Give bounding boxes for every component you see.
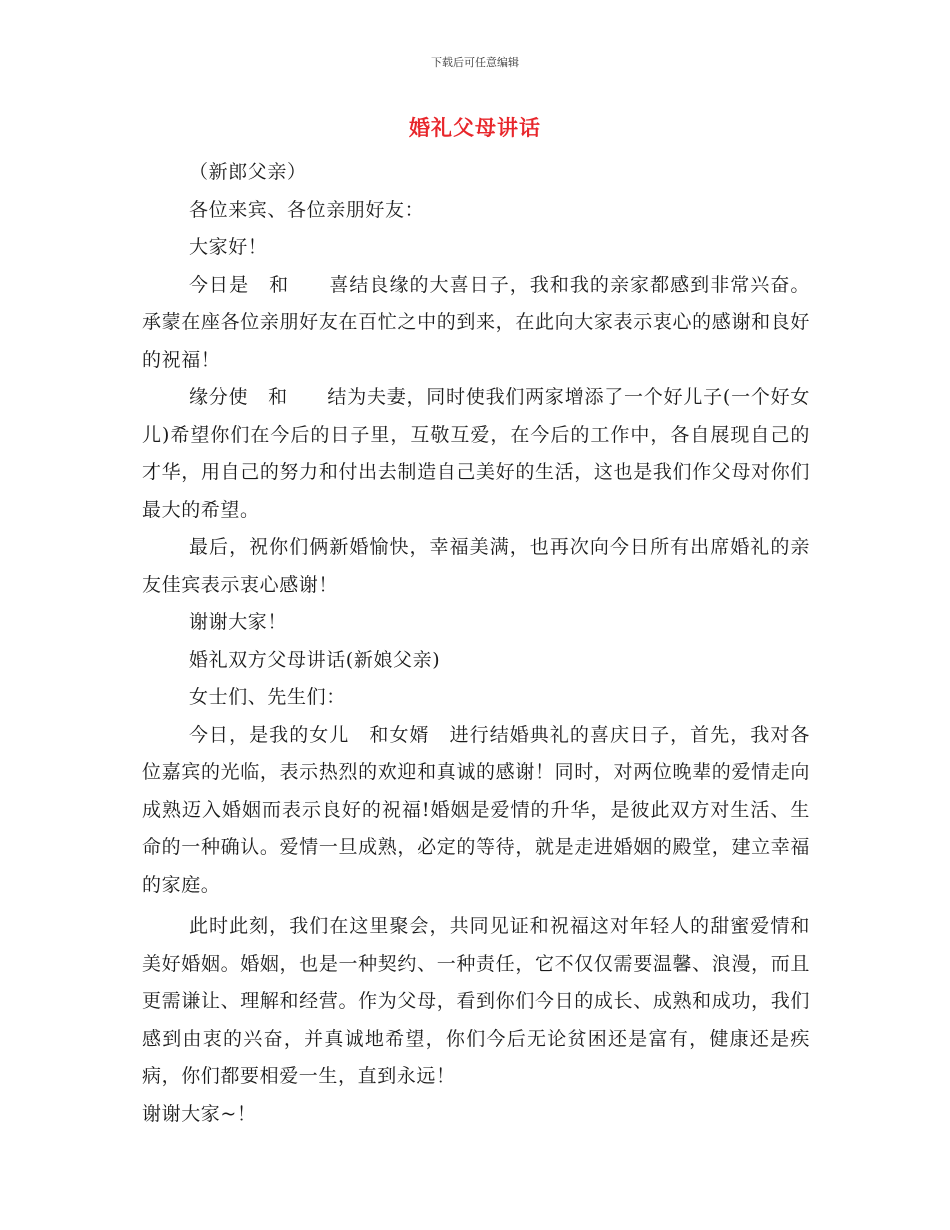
paragraph-salutation: 各位来宾、各位亲朋好友： (189, 198, 425, 221)
paragraph-greeting: 大家好！ (189, 236, 268, 258)
paragraph-closing: 最后，祝你们俩新婚愉快，幸福美满，也再次向今日所有出席婚礼的亲友佳宾表示衷心感谢！ (142, 536, 810, 596)
paragraph-wishes: 缘分使 和 结为夫妻，同时使我们两家增添了一个好儿子(一个好女儿)希望你们在今后的日子里，互敬互爱，在今后的工作中，各自展现自己的才华，用自己的努力和付出去制造自己美好的生活，这也是我们作父母对你们最大的希望。 (142, 386, 810, 521)
document-title: 婚礼父母讲话 (409, 115, 541, 140)
paragraph-salutation-2: 女士们、先生们： (189, 686, 346, 708)
paragraph-groom-father-heading: （新郎父亲） (189, 161, 307, 183)
paragraph-opening: 今日是 和 喜结良缘的大喜日子，我和我的亲家都感到非常兴奋。承蒙在座各位亲朋好友在百忙之中的到来，在此向大家表示衷心的感谢和良好的祝福！ (142, 273, 810, 371)
paragraph-thanks: 谢谢大家！ (189, 611, 288, 633)
document-body (142, 154, 810, 1133)
paragraph-bride-wishes: 此时此刻，我们在这里聚会，共同见证和祝福这对年轻人的甜蜜爱情和美好婚姻。婚姻，也是一种契约、一种责任，它不仅仅需要温馨、浪漫，而且更需谦让、理解和经营。作为父母，看到你们今日的成长、成熟和成功，我们感到由衷的兴奋，并真诚地希望，你们今后无论贫困还是富有，健康还是疾病，你们都要相爱一生，直到永远！ (142, 915, 810, 1087)
paragraph-bride-father-heading: 婚礼双方父母讲话(新娘父亲) (189, 648, 441, 671)
paragraph-bride-opening: 今日，是我的女儿 和女婿 进行结婚典礼的喜庆日子，首先，我对各位嘉宾的光临，表示热烈的欢迎和真诚的感谢！同时，对两位晚辈的爱情走向成熟迈入婚姻而表示良好的祝福!婚姻是爱情的升华，是彼此双方对生活、生命的一种确认。爱情一旦成熟，必定的等待，就是走进婚姻的殿堂，建立幸福的家庭。 (142, 723, 810, 896)
page-header: 下载后可任意编辑 (431, 56, 519, 69)
paragraph-final-thanks: 谢谢大家~！ (142, 1102, 257, 1125)
